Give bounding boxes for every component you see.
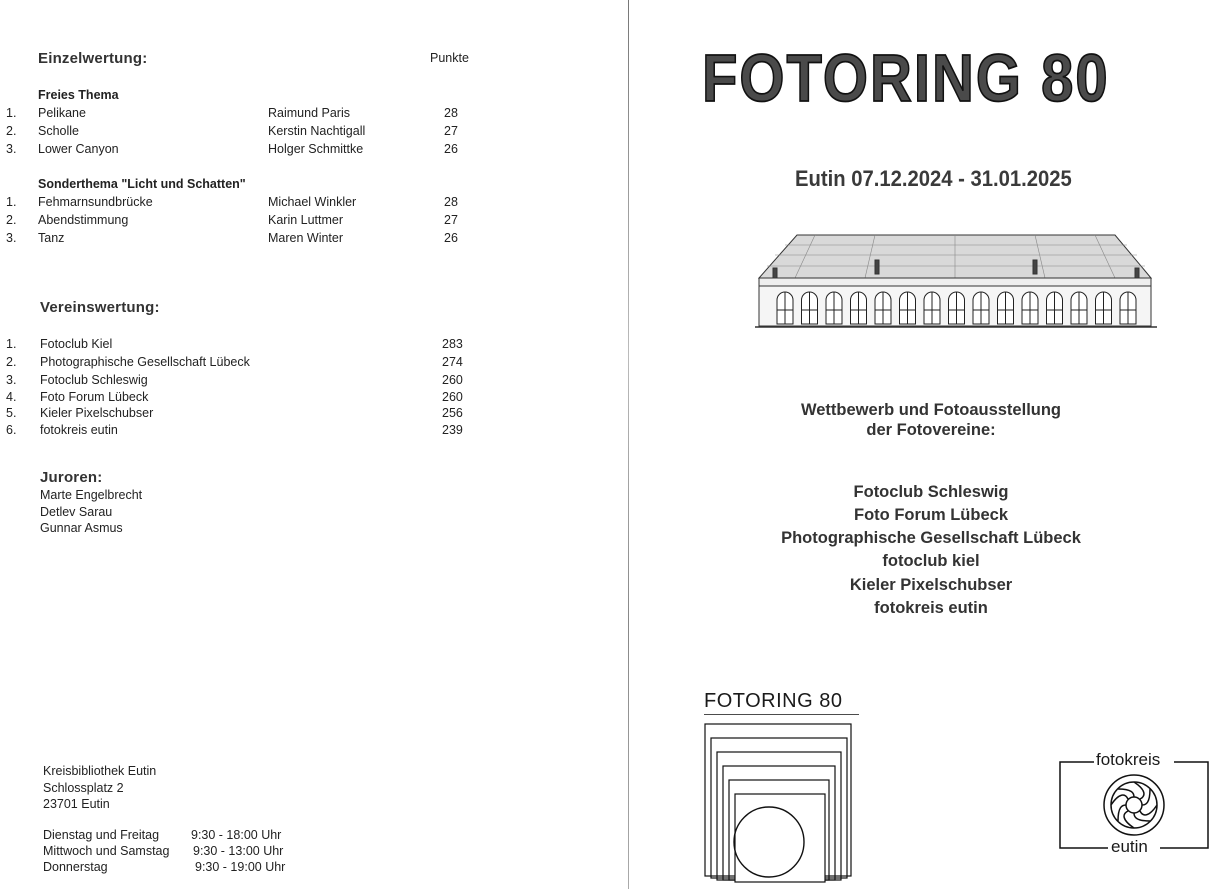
rank: 3. (6, 142, 17, 156)
photographer: Kerstin Nachtigall (268, 124, 366, 138)
points: 27 (444, 213, 458, 227)
points: 283 (442, 337, 463, 351)
club-name: Kieler Pixelschubser (40, 406, 154, 420)
rank: 5. (6, 406, 17, 420)
fotokreis-logo-bottom-text: eutin (1111, 837, 1148, 856)
club-name: fotokreis eutin (40, 423, 118, 437)
points: 28 (444, 106, 458, 120)
fotoring-logo-icon (703, 714, 865, 884)
punkte-label: Punkte (430, 51, 469, 65)
rank: 1. (6, 106, 17, 120)
group-title-sonderthema: Sonderthema "Licht und Schatten" (38, 177, 246, 191)
photographer: Karin Luttmer (268, 213, 344, 227)
main-title: FOTORING 80 (702, 41, 1110, 116)
club-name: Fotoclub Kiel (40, 337, 113, 351)
club-list-item: Foto Forum Lübeck (854, 506, 1008, 524)
rank: 2. (6, 355, 17, 369)
hours-days: Mittwoch und Samstag (43, 844, 170, 858)
fotokreis-logo-top-text: fotokreis (1096, 750, 1161, 769)
subtitle-line-2: der Fotovereine: (866, 421, 996, 439)
rank: 6. (6, 423, 17, 437)
club-list-item: Kieler Pixelschubser (849, 576, 1013, 594)
hours-time: 9:30 - 19:00 Uhr (195, 860, 286, 874)
points: 260 (442, 390, 463, 404)
rank: 3. (6, 373, 17, 387)
points: 28 (444, 195, 458, 209)
hours-time: 9:30 - 13:00 Uhr (193, 844, 284, 858)
hours-time: 9:30 - 18:00 Uhr (191, 828, 282, 842)
club-name: Foto Forum Lübeck (40, 390, 149, 404)
photo-title: Scholle (38, 124, 79, 138)
club-list-item: Photographische Gesellschaft Lübeck (781, 529, 1081, 547)
rank: 2. (6, 124, 17, 138)
building-illustration-icon (755, 230, 1157, 330)
vereinswertung-heading: Vereinswertung: (40, 299, 160, 316)
subtitle-line-1: Wettbewerb und Fotoausstellung (800, 401, 1062, 419)
group-title-freies-thema: Freies Thema (38, 88, 119, 102)
club-name: Fotoclub Schleswig (40, 373, 148, 387)
hours-days: Donnerstag (43, 860, 108, 874)
points: 26 (444, 231, 458, 245)
club-name: Photographische Gesellschaft Lübeck (40, 355, 250, 369)
photo-title: Tanz (38, 231, 65, 245)
rank: 2. (6, 213, 17, 227)
rank: 1. (6, 337, 17, 351)
rank: 4. (6, 390, 17, 404)
photo-title: Fehmarnsundbrücke (38, 195, 153, 209)
points: 26 (444, 142, 458, 156)
juror-name: Marte Engelbrecht (40, 488, 143, 502)
photographer: Michael Winkler (268, 195, 357, 209)
address-line: Kreisbibliothek Eutin (43, 764, 157, 778)
club-list-item: fotokreis eutin (874, 599, 988, 617)
photo-title: Abendstimmung (38, 213, 129, 227)
photographer: Holger Schmittke (268, 142, 364, 156)
rank: 1. (6, 195, 17, 209)
club-list-item: fotoclub kiel (882, 552, 980, 570)
rank: 3. (6, 231, 17, 245)
club-list-item: Fotoclub Schleswig (853, 483, 1009, 501)
fotoring-logo-text: FOTORING 80 (704, 690, 843, 712)
address-line: Schlossplatz 2 (43, 781, 124, 795)
juror-name: Detlev Sarau (40, 505, 113, 519)
right-page (629, 0, 1232, 889)
hours-days: Dienstag und Freitag (43, 828, 160, 842)
address-line: 23701 Eutin (43, 797, 110, 811)
event-date: Eutin 07.12.2024 - 31.01.2025 (795, 166, 1072, 191)
photo-title: Lower Canyon (38, 142, 119, 156)
juror-name: Gunnar Asmus (40, 521, 123, 535)
points: 274 (442, 355, 463, 369)
photo-title: Pelikane (38, 106, 86, 120)
juroren-heading: Juroren: (40, 469, 103, 486)
points: 260 (442, 373, 463, 387)
points: 239 (442, 423, 463, 437)
einzelwertung-heading: Einzelwertung: (38, 50, 148, 67)
photographer: Raimund Paris (268, 106, 350, 120)
points: 27 (444, 124, 458, 138)
photographer: Maren Winter (268, 231, 344, 245)
points: 256 (442, 406, 463, 420)
